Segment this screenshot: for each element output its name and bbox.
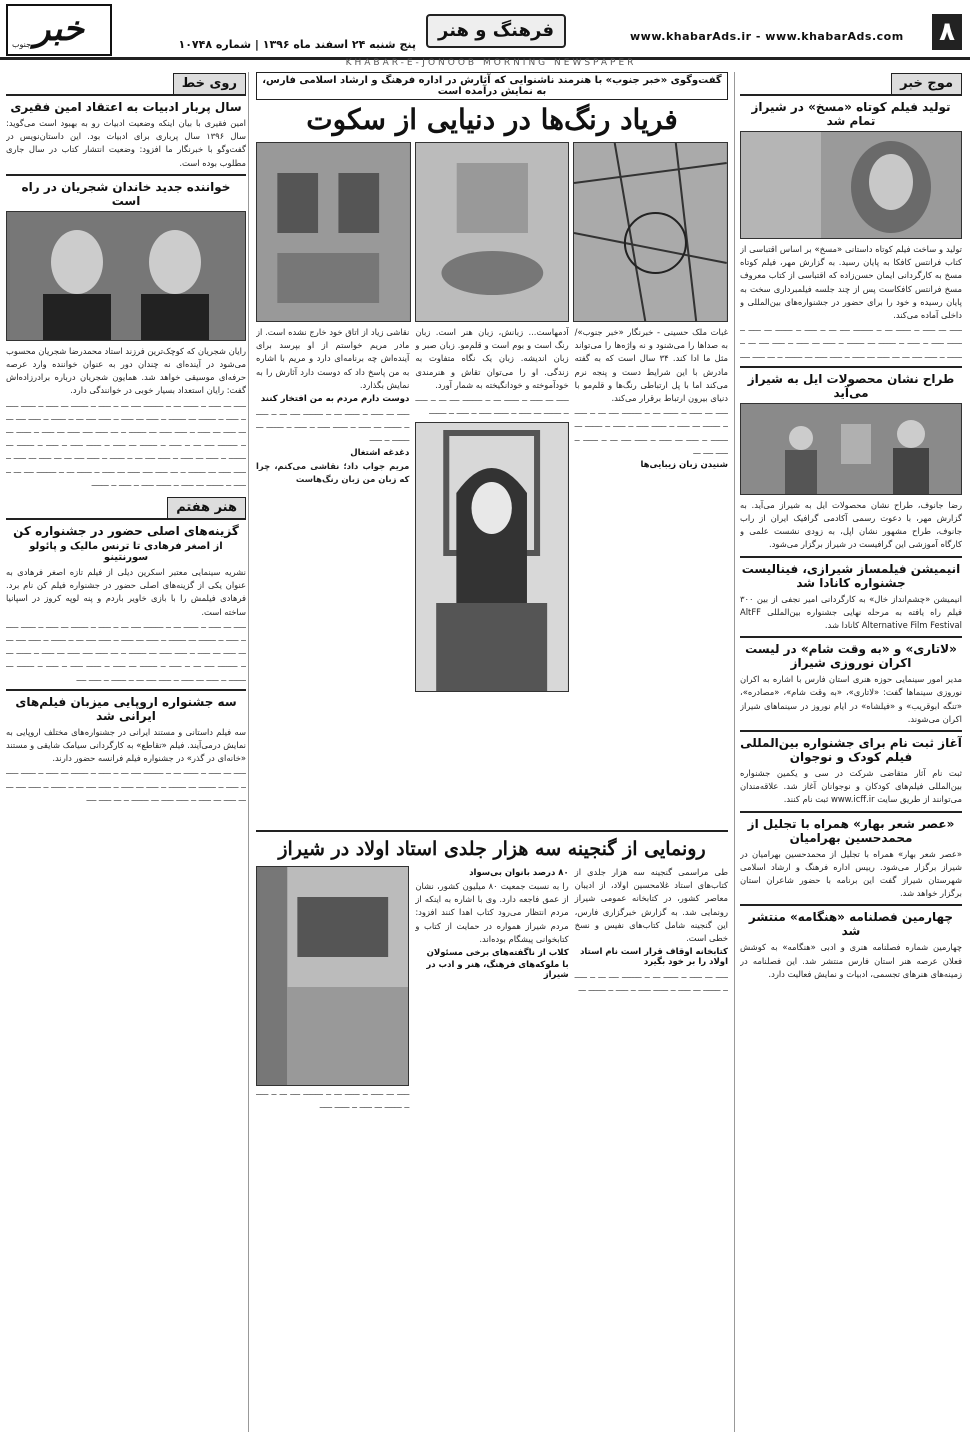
main-headline: فریاد رنگ‌ها در دنیایی از سکوت bbox=[306, 103, 678, 136]
article-body: نشریه سینمایی معتبر اسکرین دیلی از فیلم تازه اصغر فرهادی به عنوان یکی از گزینه‌های اصلی حضور در جشنواره فیلم کن نام برد. فرهادی فیلمش را با بازی خاویر باردم و پنه لوپه کروز در اسپانیا ساخته است. bbox=[6, 567, 246, 617]
article-headline: آغاز ثبت نام برای جشنواره بین‌المللی فیلم کودک و نوجوان bbox=[740, 736, 962, 765]
left-column bbox=[6, 72, 246, 1432]
issue-date-number: پنج شنبه ۲۴ اسفند ماه ۱۳۹۶ | شماره ۱۰۷۴۸ bbox=[178, 38, 416, 51]
article-body: را به نسبت جمعیت ۸۰ میلیون کشور، نشان از عمق فاجعه دارد. وی با اشاره به اینکه از مردم انتظار می‌رود کتاب اهدا کنند افزود: مردم شیراز همواره در حمایت از کتاب و کتابخوانی پیشگام بوده‌اند. bbox=[415, 881, 569, 944]
article-headline: انیمیشن فیلمساز شیرازی، فینالیست جشنواره کانادا شد bbox=[741, 561, 961, 590]
article-headline: سه جشنواره اروپایی میزبان فیلم‌های ایرانی شد bbox=[15, 694, 237, 723]
artist-portrait-icon bbox=[416, 423, 567, 691]
article-headline: گزینه‌های اصلی حضور در جشنواره کن bbox=[13, 524, 239, 539]
article-body-continued: ـــــ ـــ ـــــ ــ ــــــ ـــ ــ ــــــــ ــــ ـــ ــ ـــــ ــ ـــــــ ـــ ـــــ ــ ــــــ ـــــ bbox=[256, 1087, 410, 1111]
people-photo-icon bbox=[741, 404, 961, 494]
subheading: با ملوکه‌های فرهنگ، هنر و ادب در شیراز bbox=[426, 960, 569, 981]
divider bbox=[740, 636, 962, 638]
article-body-continued: ـــــ ـــ ـــــ ــ ــــــ ـــ ــ ــــــــ ــــ ـــ ــ ـــــ ــ ـــــــ ـــ ـــــ ــ ــــــ ـــــ ــ ـــــ ــ ـــــــ ـــ ـــــــ ــ ـــــ ـــ ـــــ ــ ـــــ ــــ ـــ ــ ــــــ ــ ـــــ ــــ ـــ ـــ ـــــ ـــ ـــــ ــ ـــــ ـــــ ـــ ـــــــ ــ ـــ ـــــ ــــ ـــــ ـــ ـــــ ــ ــــــ ـــ ــ ــــــــ ــــ ـــ ــ ـــــ ــ ـــــــ ـــ ـــــ ــ ــــــ ـــــ ــ ـــــ ــ ـــــــ ـــ ـــــــ ــ ـــــ ـــ ـــــ ــ ـــــ ــــ ـــ ــ ــــــ ــ ـــــ ــــ bbox=[6, 619, 246, 683]
pottery-photo-icon bbox=[416, 143, 569, 321]
article-body: چهارمین شماره فصلنامه هنری و ادبی «هنگامه» به کوشش فعلان عرصه هنر استان فارس منتشر شد. این فصلنامه در زمینه‌های هنرهای تجسمی، ادبیات و نمایش فعالیت دارد. bbox=[740, 942, 962, 979]
right-column bbox=[740, 72, 962, 1432]
article-headline: خواننده جدید خاندان شجریان در راه است bbox=[21, 179, 231, 208]
divider bbox=[6, 174, 246, 176]
painting-photo bbox=[256, 142, 411, 322]
column-divider bbox=[734, 72, 735, 1432]
subheading: ۸۰ درصد بانوان بی‌سواد bbox=[469, 868, 569, 878]
subheading: کلاب از ناگفته‌های برخی مسئولان bbox=[426, 948, 569, 959]
section-tag-row bbox=[6, 72, 246, 96]
painting-photo bbox=[573, 142, 728, 322]
divider bbox=[256, 830, 728, 832]
article-text-block bbox=[415, 866, 568, 1112]
pull-quote: مریم جواب داد؛ نقاشی می‌کنم، چرا که زبان من زبان رنگ‌هاست bbox=[256, 460, 410, 484]
article-body-continued: ـــــ ـــ ـــــ ــ ــــــ ـــ ــ ــــــــ ــــ ـــ ــ ـــــ ــ ـــــــ ـــ ـــــ ــ ــــــ ـــــ ــ ـــــ ــ ـــــــ bbox=[415, 393, 569, 417]
subheading: شنیدن زبان زیبایی‌ها bbox=[640, 460, 728, 471]
ceremony-photo-icon bbox=[257, 867, 408, 1085]
divider bbox=[740, 904, 962, 906]
article-photo-block bbox=[256, 866, 409, 1112]
divider bbox=[6, 689, 246, 691]
section-tag-row bbox=[6, 496, 246, 520]
article-body-continued: ـــــ ـــ ـــــ ــ ــــــ ـــ ــ ــــــــ ــــ ـــ ــ ـــــ ــ ـــــــ ـــ ـــــ ــ ــــــ ـــــ ــ ـــــ ــ ـــــــ ـــ ـــــــ ــ ـــــ ـــ ـــــ ــ ـــــ ــــ ـــ ــ ــــــ ــ ـــــ ــــ ـــ bbox=[574, 406, 728, 456]
article-body: انیمیشن «چشم‌انداز خال» به کارگردانی امیر نجفی از بین ۳۰۰ فیلم راه یافته به مرحله نهایی جشنواره بین‌المللی AltFF Alternative Film Festival کانادا شد. bbox=[740, 593, 962, 631]
article-body-continued: ـــــ ـــ ـــــ ــ ــــــ ـــ ــ ــــــــ ــــ ـــ ــ ـــــ ــ ـــــــ ـــ ـــــ ــ ــــــ ـــــ ــ ـــــ ــ ـــــــ ـــ ـــــــ ــ ـــــ ـــ ـــــ ــ ـــــ ــــ ـــ ــ ــــــ ــ ـــــ ــــ ـــ ـــ ـــــ ـــ ـــــ ــ ـــــ ـــــ ـــ ـــــــ ــ ـــ ـــــ ــــ ـــــ ـــ ـــــ ــ ــــــ ـــ ــ ــــــــ ــــ ـــ ــ ـــــ ــ ـــــــ ـــ ـــــ ــ ــــــ ـــــ ــ ـــــ ــ ـــــــ ـــ ـــــــ ــ ـــــ ـــ ـــــ ــ ـــــ ــــ ـــ ــ ــــــ ــ ـــــ ــــ ـــ ـــ ـــــ ـــ ـــــ ــ ـــــ ـــــ ـــ ـــــــ ــ ـــ ـــــ ــــ ـــــ ـــ ـــــ ــ ــــــ ـــ ــ ــــــــ ــــ ـــ ــ ـــــ ــ ـــــــ ـــ ـــــ ــ ــــــ ـــــ ــ ـــــ ــ ـــــــ bbox=[6, 398, 246, 488]
article-text-block bbox=[575, 866, 728, 1112]
divider bbox=[740, 366, 962, 368]
second-article bbox=[256, 866, 728, 1112]
article-body: تولید و ساخت فیلم کوتاه داستانی «مسخ» بر اساس اقتباسی از کتاب فرانتس کافکا به پایان رسید. به گزارش مهر، فیلم کوتاه مسخ به کارگردانی ایمان حسن‌زاده که اقتباسی از کتاب معروف مسخ فرانتس کافکاست پس از چند جلسه فیلمبرداری سخت به پایان رسیده و خود را برای حضور در جشنواره‌های بین‌المللی و داخلی آماده می‌کند. bbox=[740, 244, 962, 321]
window-painting-icon bbox=[257, 143, 410, 321]
singers-photo bbox=[6, 211, 246, 341]
section-tag: روی خط bbox=[173, 73, 246, 95]
article-body: آدمهاست... زبانش، زبان هنر است. زبان رنگ است و بوم است و قلم‌مو. زبان صبر و زبان اندیشه. زبان یک نگاه متفاوت به زندگی. او را می‌توان تقاش و هنرمندی خودآموخته و خودانگیخته به شمار آورد. bbox=[415, 327, 569, 390]
column-divider bbox=[248, 72, 249, 1432]
logo-subtitle: جنوب bbox=[12, 40, 32, 49]
divider bbox=[740, 811, 962, 813]
article-body: «عصر شعر بهار» همراه با تجلیل از محمدحسین بهرامیان در شیراز برگزار می‌شود. رییس اداره فرهنگ و ارشاد اسلامی شهرستان شیراز گفت این برنامه با حضور شاعران استان برگزار خواهد شد. bbox=[740, 848, 962, 899]
article-text-block bbox=[575, 326, 728, 826]
divider bbox=[740, 730, 962, 732]
subheading: دغدغه اشتغال bbox=[350, 447, 410, 458]
article-body: رایان شجریان که کوچک‌ترین فرزند استاد محمدرضا شجریان محسوب می‌شود در آینده‌ای نه چندان دور به عنوان خواننده وارد عرصه حرفه‌ای موسیقی خواهد شد. همایون شجریان درباره برادرزاده‌اش گفت: رایان استعداد بسیار خوبی در خوانندگی دارد. bbox=[6, 345, 246, 396]
article-body-continued: ـــــ ـــ ـــــ ــ ــــــ ـــ ــ ــــــــ ــــ ـــ ــ ـــــ ــ ـــــــ ـــ ـــــ ــ ــــــ ـــــ ــ ـــــ ــ ـــــــ ـــ ـــــــ ــ ـــــ ـــ ـــــ ــ ـــــ ــــ ـــ ــ ــــــ ــ ـــــ ــــ ـــ ـــ ـــــ ـــ ـــــ ــ ـــــ ـــــ ـــ ـــــــ ــ ـــ ـــــ ــــ bbox=[6, 766, 246, 803]
newspaper-logo: خبر bbox=[6, 4, 112, 56]
article-headline: «لاتاری» و «به وقت شام» در لیست اکران نوروزی شیراز bbox=[745, 642, 957, 671]
paper-name-latin: KHABAR-E-JONOOB MORNING NEWSPAPER bbox=[345, 58, 637, 68]
article-body: امین فقیری با بیان اینکه وضعیت ادبیات رو به بهبود است می‌گوید: سال ۱۳۹۶ سال پرباری برای ادبیات بود. این داستان‌نویس در گفت‌وگو با خبرنگار ما افزود: وضعیت انتشار کتاب در سال جاری مطلوب بوده است. bbox=[6, 118, 246, 168]
article-body: رضا جانوف، طراح نشان محصولات ایل به شیراز می‌آید. به گزارش مهر، با دعوت رسمی آکادمی گرافیک ایران از راب جانوف، طراح مشهور نشان اپل، به زودی نشست علمی و کارگاه آموزشی این گرافیست در شیراز برگزار می‌شود. bbox=[740, 499, 962, 550]
article-body-continued: ـــــ ـــ ـــــ ــ ــــــ ـــ ــ ــــــــ ــــ ـــ ــ ـــــ ــ ـــــــ ـــ ـــــ ــ ــــــ ـــــ ــ ـــــ ــ ـــــــ ـــ bbox=[574, 970, 728, 994]
section-tag-row bbox=[740, 72, 962, 96]
portrait-photo-icon bbox=[741, 132, 961, 238]
divider bbox=[740, 556, 962, 558]
feature-article bbox=[256, 326, 728, 826]
section-tag: هنر هفتم bbox=[167, 497, 246, 519]
second-headline: رونمایی از گنجینه سه هزار جلدی استاد اولاد در شیراز bbox=[278, 838, 706, 860]
page-number: ۸ bbox=[932, 14, 962, 50]
article-subheadline: از اصغر فرهادی تا ترنس مالیک و پائولو سورنتینو bbox=[29, 541, 223, 564]
article-body-continued: ـــــ ـــ ـــــ ــ ــــــ ـــ ــ ــــــــ ــــ ـــ ــ ـــــ ــ ـــــــ ـــ ـــــ ــ ــــــ ـــــ ــ ـــــ ــ ـــــــ ـــ ـــــــ ــ ـــــ bbox=[256, 407, 410, 444]
article-text-block bbox=[256, 326, 409, 826]
article-body-continued: ـــــ ـــ ـــــ ــ ــــــ ـــ ــ ــــــــ ــــ ـــ ــ ـــــ ــ ـــــــ ـــ ـــــ ــ ــــــ ـــــ ــ ـــــ ــ ـــــــ ـــ ـــــــ ــ ـــــ ـــ ـــــ ــ ـــــ ــــ ـــ ــ ــــــ ــ ـــــ ــــ ـــ ـــ ـــــ ـــ ـــــ ــ ـــــ ـــــ ـــ ـــــــ ــ ـــ ـــــ ــــ bbox=[740, 323, 962, 360]
section-tag: موج خبر bbox=[891, 73, 962, 95]
news-photo bbox=[740, 131, 962, 239]
news-photo bbox=[740, 403, 962, 495]
article-headline: تولید فیلم کوتاه «مسخ» در شیراز تمام شد bbox=[751, 100, 951, 128]
article-headline: «عصر شعر بهار» همراه با تجلیل از محمدحسین بهرامیان bbox=[747, 816, 955, 845]
article-body: نقاشی زیاد از اتاق خود خارج نشده است. از مادر مریم خواستم از او بپرسد برای آینده‌اش چه برنامه‌ای دارد و مریم با اشاره به من پاسخ داد که دوست دارد آثارش را به نمایش بگذارد. bbox=[256, 327, 410, 390]
subheading: دوست دارم مردم به من افتخار کنند bbox=[260, 394, 410, 405]
article-headline: طراح نشان محصولات ایل به شیراز می‌آید bbox=[747, 371, 955, 400]
article-body: غبات ملک حسینی - خبرنگار «خبر جنوب»/ به صداها را می‌شنود و نه واژه‌ها را می‌تواند مثل ما ادا کند. ۳۴ سال است که به گفته مادرش با این شرایط دست و پنجه نرم می‌کند اما با پل ارتباطی رنگ‌ها و قلم‌مو با دنیای بیرون ارتباط برقرار می‌کند. bbox=[574, 327, 728, 404]
craft-photo bbox=[415, 142, 570, 322]
article-kicker: گفت‌وگوی «خبر جنوب» با هنرمند ناشنوایی که آثارش در اداره فرهنگ و ارشاد اسلامی فارس، به نمایش درآمده است bbox=[256, 72, 728, 100]
article-headline: چهارمین فصلنامه «هنگامه» منتشر شد bbox=[748, 910, 954, 939]
subheading: کتابخانه اوقاف قرار است نام استاد اولاد را بر خود بگیرد bbox=[580, 947, 728, 968]
article-text-block bbox=[415, 326, 568, 826]
two-men-photo-icon bbox=[7, 212, 245, 340]
painting-gallery bbox=[256, 142, 728, 322]
article-body: سه فیلم داستانی و مستند ایرانی در جشنواره‌های مختلف اروپایی به نمایش درمی‌آیند. فیلم «تقاطع» به کارگردانی سیامک شایقی و مستند «خانه‌ای در گذر» در جشنواره فیلم فرانسه حضور دارند. bbox=[6, 726, 246, 764]
artist-portrait-photo bbox=[415, 422, 568, 692]
center-column bbox=[256, 72, 728, 1432]
article-headline: سال پربار ادبیات به اعتقاد امین فقیری bbox=[10, 100, 242, 114]
abstract-painting-icon bbox=[574, 143, 727, 321]
article-body: طی مراسمی گنجینه سه هزار جلدی از کتاب‌های استاد غلامحسین اولاد، از ادیبان معاصر کشور، در کتابخانه عمومی شیراز رونمایی شد. به گزارش خبرگزاری فارس، این گنجینه شامل کتاب‌های نفیس و نسخ خطی است. bbox=[574, 867, 728, 944]
section-title: فرهنگ و هنر bbox=[426, 14, 566, 48]
site-url[interactable]: www.khabarAds.ir - www.khabarAds.com bbox=[630, 30, 904, 43]
ceremony-photo bbox=[256, 866, 409, 1086]
article-body: ثبت نام آثار متقاضی شرکت در سی و یکمین جشنواره بین‌المللی فیلم‌های کودکان و نوجوانان آغاز شد. علاقه‌مندان می‌توانند از طریق سایت www.icff.ir ثبت نام کنند. bbox=[740, 768, 962, 805]
article-body: مدیر امور سینمایی حوزه هنری استان فارس با اشاره به اکران نوروزی سینماها گفت: «لاتاری»، «به وقت شام»، «مصادره»، «تنگه ابوقریب» و «فیلشاه» در ایام نوروز در سینماهای شیراز اکران می‌شوند. bbox=[740, 674, 962, 724]
